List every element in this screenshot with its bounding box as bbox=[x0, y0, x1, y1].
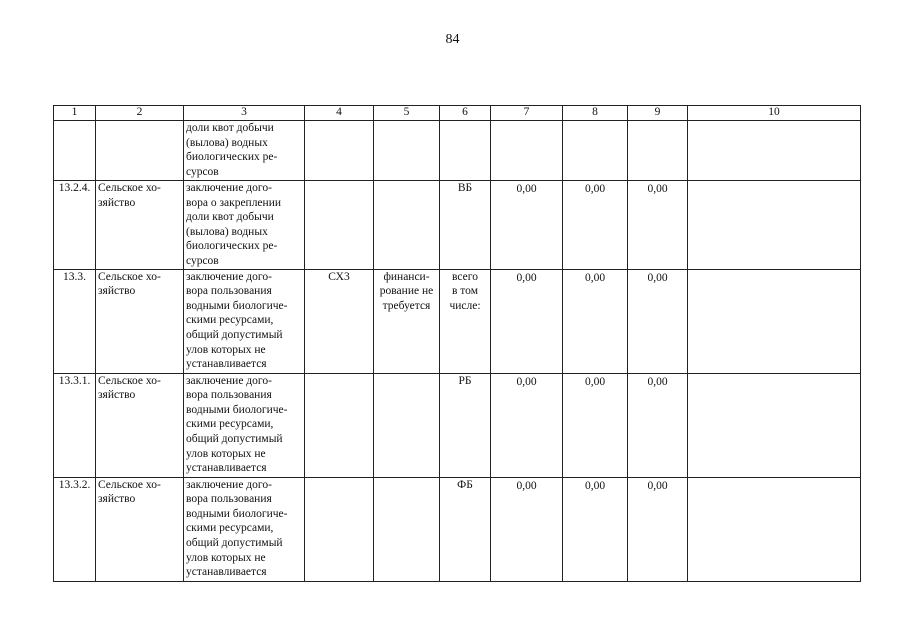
column-header: 9 bbox=[628, 106, 688, 121]
value-cell-9: 0,00 bbox=[628, 373, 688, 477]
header-row bbox=[54, 106, 861, 121]
description-cell-line: биологических ре- bbox=[186, 240, 278, 253]
budget-source-cell-line: всего bbox=[452, 270, 478, 283]
description-cell-line: доли квот добычи bbox=[186, 211, 274, 224]
page-number: 84 bbox=[445, 32, 460, 47]
budget-source-cell bbox=[440, 477, 491, 581]
value-cell-7 bbox=[491, 121, 563, 181]
financing-cell bbox=[374, 269, 440, 373]
note-cell bbox=[688, 121, 861, 181]
value-cell-7: 0,00 bbox=[491, 269, 563, 373]
sector-cell bbox=[96, 477, 184, 581]
description-cell bbox=[184, 269, 305, 373]
financing-cell bbox=[374, 477, 440, 581]
value-cell-7: 0,00 bbox=[491, 181, 563, 270]
description-cell-line: водными биологиче- bbox=[186, 299, 288, 312]
financing-cell-line: финанси- bbox=[383, 270, 430, 283]
value-cell-8: 0,00 bbox=[563, 181, 628, 270]
budget-source-cell bbox=[440, 269, 491, 373]
sector-cell-line: Сельское хо- bbox=[98, 182, 161, 194]
financing-cell bbox=[374, 373, 440, 477]
budget-source-cell-line: РБ bbox=[458, 374, 472, 387]
note-cell bbox=[688, 269, 861, 373]
description-cell-line: заключение дого- bbox=[186, 182, 272, 194]
sector-cell-line: зяйство bbox=[98, 493, 136, 506]
value-cell-7: 0,00 bbox=[491, 477, 563, 581]
description-cell-line: скими ресурсами, bbox=[186, 418, 274, 431]
value-cell-9 bbox=[628, 121, 688, 181]
program-table bbox=[53, 105, 861, 582]
description-cell-line: улов которых не bbox=[186, 551, 266, 564]
sector-cell bbox=[96, 121, 184, 181]
column-header: 1 bbox=[54, 106, 96, 121]
description-cell bbox=[184, 373, 305, 477]
sector-cell-line: Сельское хо- bbox=[98, 478, 161, 491]
description-cell-line: устанавливается bbox=[186, 566, 267, 579]
column-header: 3 bbox=[184, 106, 305, 121]
description-cell-line: водными биологиче- bbox=[186, 507, 288, 520]
value-cell-8 bbox=[563, 121, 628, 181]
value-cell-9: 0,00 bbox=[628, 477, 688, 581]
budget-source-cell-line: ФБ bbox=[457, 478, 473, 491]
sector-cell-line: Сельское хо- bbox=[98, 374, 161, 387]
description-cell-line: улов которых не bbox=[186, 343, 266, 356]
note-cell bbox=[688, 477, 861, 581]
column-header: 5 bbox=[374, 106, 440, 121]
description-cell-line: скими ресурсами, bbox=[186, 522, 274, 535]
description-cell-line: устанавливается bbox=[186, 462, 267, 475]
row-id bbox=[54, 121, 96, 181]
value-cell-8: 0,00 bbox=[563, 373, 628, 477]
description-cell-line: вора пользования bbox=[186, 493, 272, 506]
description-cell-line: улов которых не bbox=[186, 447, 266, 460]
budget-source-cell-line: числе: bbox=[449, 299, 481, 312]
column-header: 7 bbox=[491, 106, 563, 121]
table-row bbox=[54, 477, 861, 581]
description-cell-line: (вылова) водных bbox=[186, 225, 268, 238]
description-cell-line: (вылова) водных bbox=[186, 136, 268, 149]
sector-cell bbox=[96, 373, 184, 477]
budget-source-cell-line: ВБ bbox=[457, 182, 473, 194]
description-cell bbox=[184, 121, 305, 181]
value-cell-8: 0,00 bbox=[563, 477, 628, 581]
table-row bbox=[54, 373, 861, 477]
sector-cell bbox=[96, 181, 184, 270]
table-row bbox=[54, 269, 861, 373]
financing-cell bbox=[374, 181, 440, 270]
sector-cell-line: зяйство bbox=[98, 285, 136, 298]
value-cell-9: 0,00 bbox=[628, 269, 688, 373]
row-id: 13.3. bbox=[54, 269, 96, 373]
sector-cell-line: зяйство bbox=[98, 389, 136, 402]
budget-source-cell bbox=[440, 181, 491, 270]
sector-cell bbox=[96, 269, 184, 373]
description-cell bbox=[184, 181, 305, 270]
code-cell: СХ3 bbox=[305, 269, 374, 373]
description-cell-line: общий допустимый bbox=[186, 536, 283, 549]
code-cell bbox=[305, 121, 374, 181]
budget-source-cell-line: в том bbox=[452, 285, 478, 298]
description-cell-line: вора о закреплении bbox=[186, 196, 282, 209]
description-cell-line: скими ресурсами, bbox=[186, 314, 274, 327]
table-row bbox=[54, 121, 861, 181]
note-cell bbox=[688, 373, 861, 477]
budget-source-cell bbox=[440, 373, 491, 477]
sector-cell-line: Сельское хо- bbox=[98, 270, 161, 283]
column-header: 6 bbox=[440, 106, 491, 121]
row-id: 13.3.2. bbox=[54, 477, 96, 581]
table-row bbox=[54, 181, 861, 270]
column-header: 2 bbox=[96, 106, 184, 121]
description-cell-line: вора пользования bbox=[186, 389, 272, 402]
row-id: 13.3.1. bbox=[54, 373, 96, 477]
description-cell bbox=[184, 477, 305, 581]
financing-cell-line: требуется bbox=[382, 299, 431, 312]
description-cell-line: вора пользования bbox=[186, 285, 272, 298]
code-cell bbox=[305, 373, 374, 477]
description-cell-line: доли квот добычи bbox=[186, 122, 274, 134]
column-header: 4 bbox=[305, 106, 374, 121]
financing-cell bbox=[374, 121, 440, 181]
value-cell-7: 0,00 bbox=[491, 373, 563, 477]
value-cell-9: 0,00 bbox=[628, 181, 688, 270]
column-header: 10 bbox=[688, 106, 861, 121]
description-cell-line: заключение дого- bbox=[186, 374, 272, 387]
budget-source-cell bbox=[440, 121, 491, 181]
code-cell bbox=[305, 181, 374, 270]
note-cell bbox=[688, 181, 861, 270]
column-header: 8 bbox=[563, 106, 628, 121]
description-cell-line: общий допустимый bbox=[186, 328, 283, 341]
description-cell-line: сурсов bbox=[186, 254, 219, 267]
value-cell-8: 0,00 bbox=[563, 269, 628, 373]
description-cell-line: заключение дого- bbox=[186, 478, 272, 491]
sector-cell-line: зяйство bbox=[98, 196, 136, 209]
description-cell-line: водными биологиче- bbox=[186, 403, 288, 416]
row-id: 13.2.4. bbox=[54, 181, 96, 270]
code-cell bbox=[305, 477, 374, 581]
description-cell-line: общий допустимый bbox=[186, 432, 283, 445]
description-cell-line: сурсов bbox=[186, 165, 219, 178]
description-cell-line: заключение дого- bbox=[186, 270, 272, 283]
description-cell-line: устанавливается bbox=[186, 358, 267, 371]
description-cell-line: биологических ре- bbox=[186, 151, 278, 164]
financing-cell-line: рование не bbox=[379, 285, 434, 298]
